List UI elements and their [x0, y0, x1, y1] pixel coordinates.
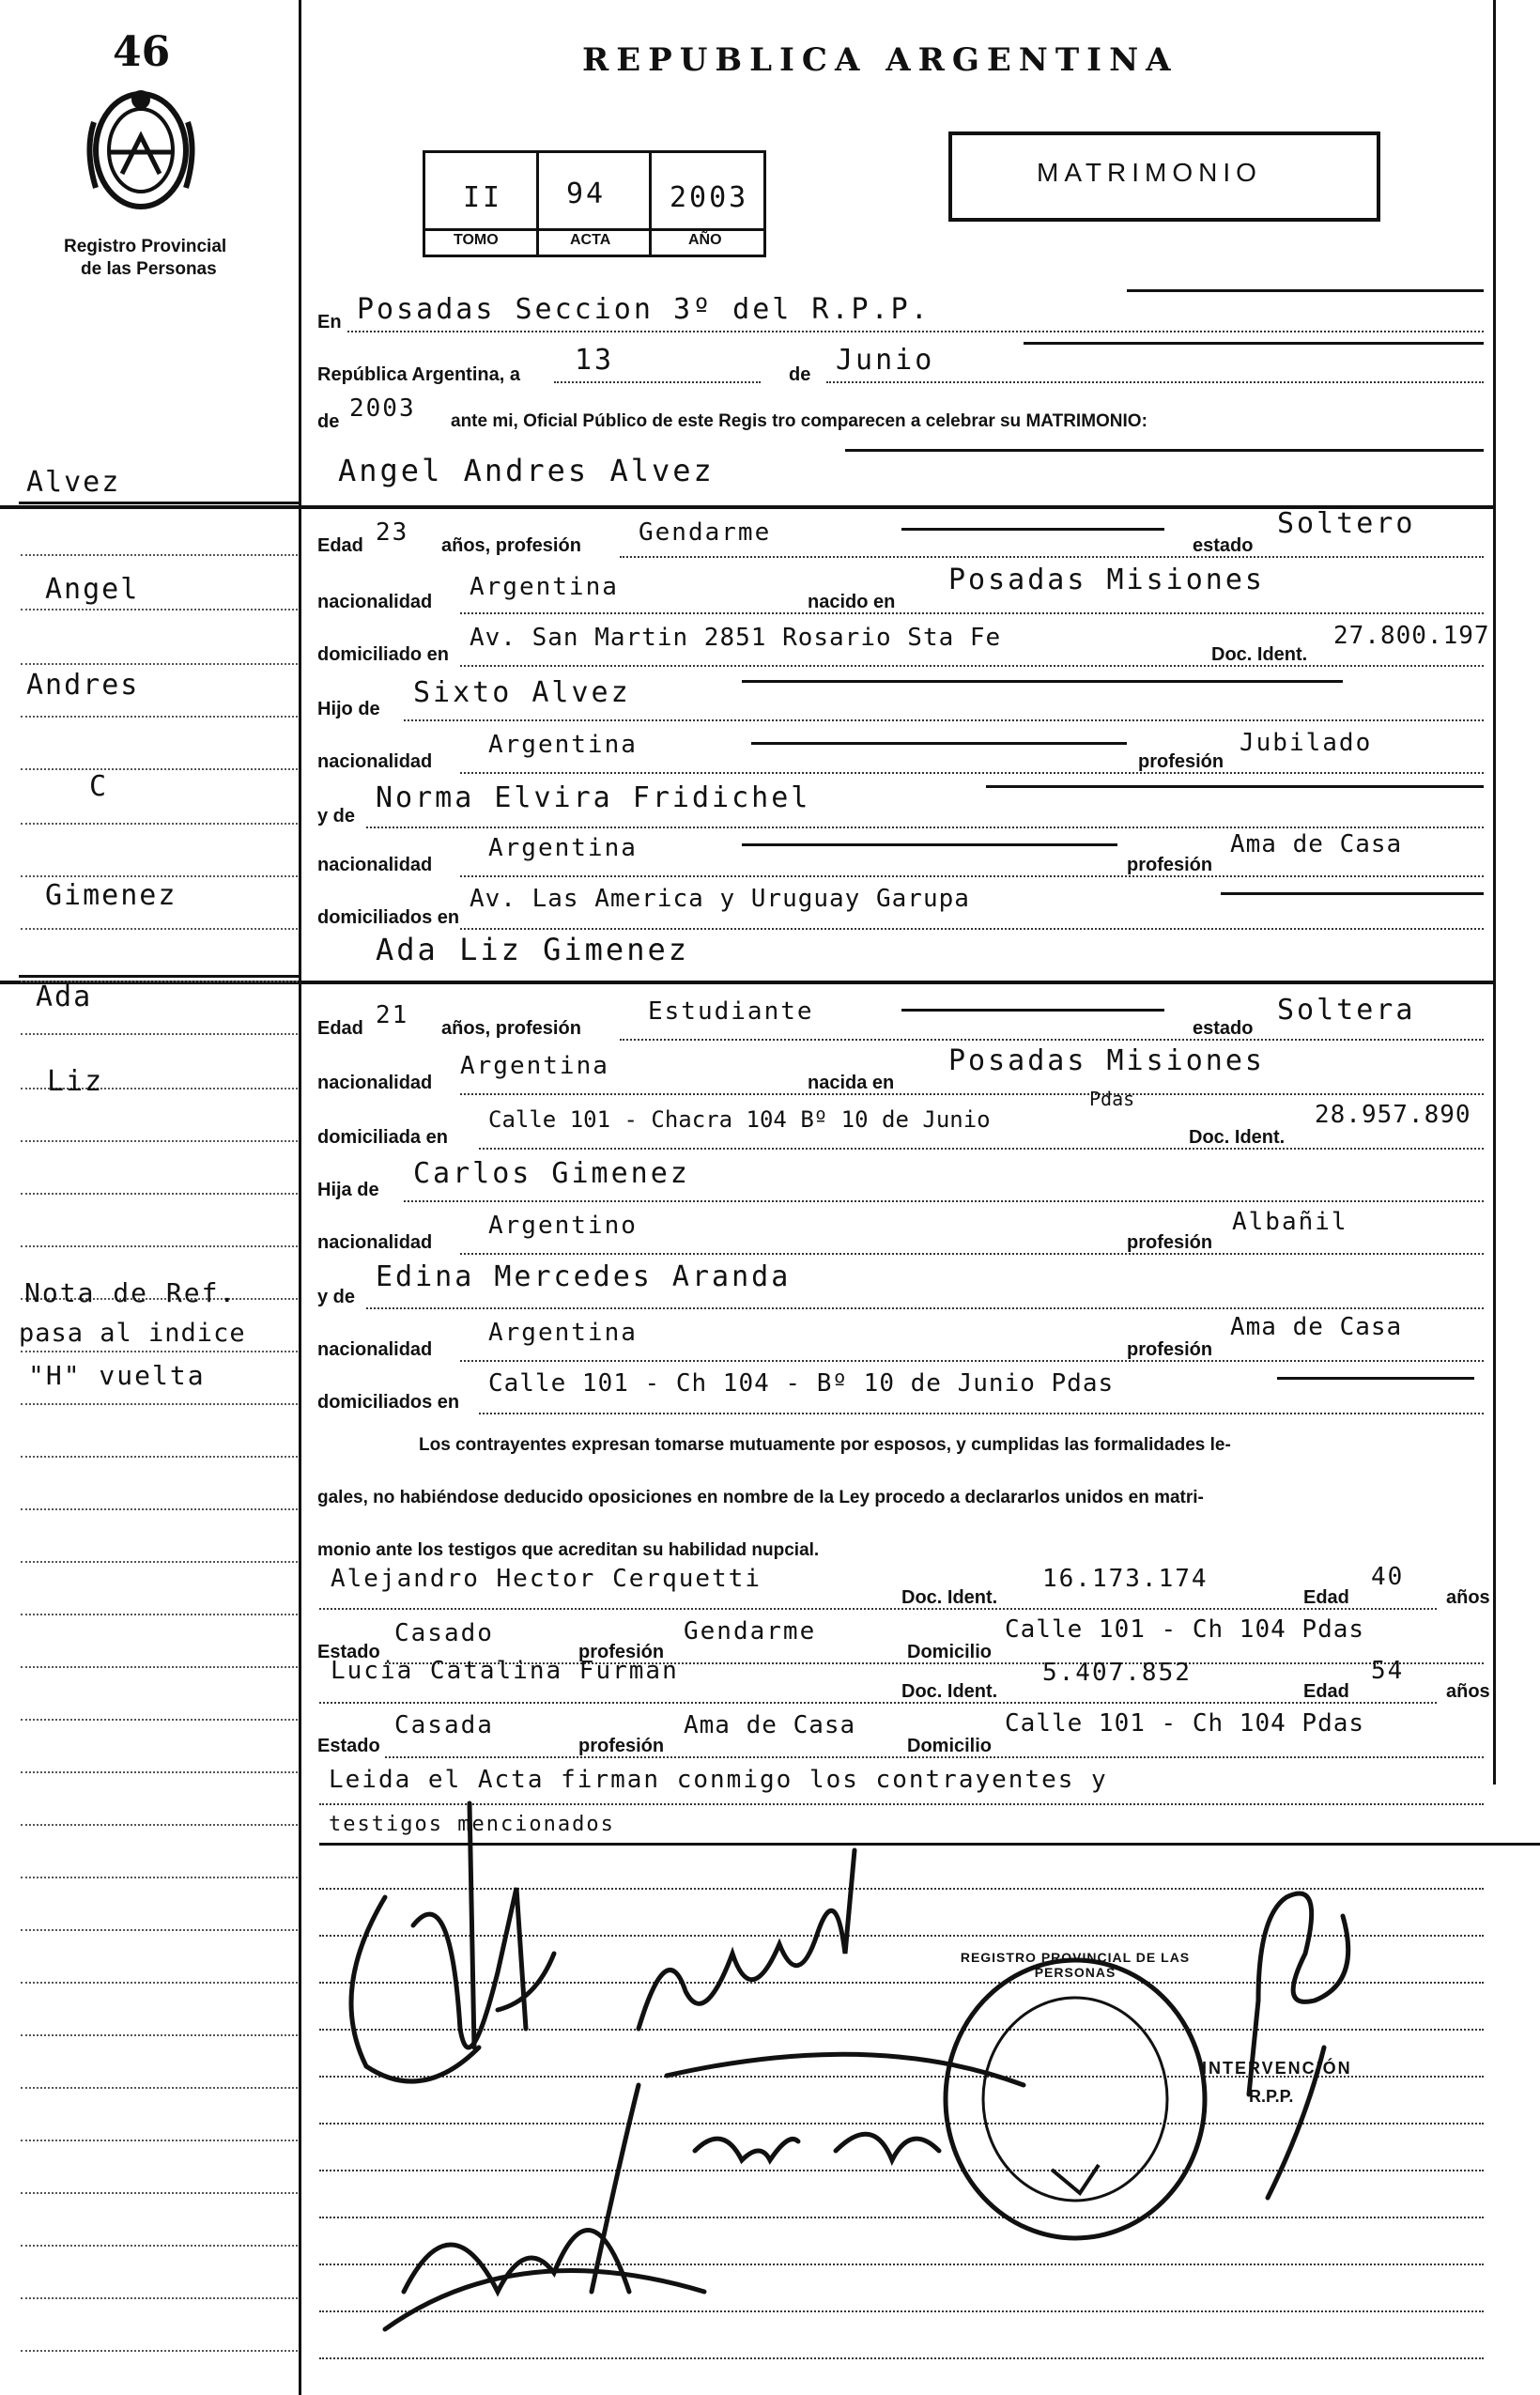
declaration-line2: gales, no habiéndose deducido oposiciones en nombre de la Ley procedo a declararlos unidos en matri- [317, 1488, 1204, 1507]
margin-line [21, 554, 298, 556]
margin-line [21, 1245, 298, 1247]
republica-label: República Argentina, a [317, 364, 520, 385]
witness1-address: Calle 101 - Ch 104 Pdas [1005, 1615, 1365, 1644]
coat-of-arms-icon [85, 85, 197, 221]
record-type-box [948, 131, 1380, 222]
en-label: En [317, 312, 342, 332]
witness1-estado-label: Estado [317, 1642, 380, 1662]
margin-note1: Nota de Ref. [24, 1277, 238, 1308]
day-value: 13 [575, 344, 615, 377]
witness2-doc-label: Doc. Ident. [901, 1681, 998, 1702]
margin-first4: Liz [47, 1065, 104, 1098]
bride-father: Carlos Gimenez [413, 1157, 690, 1190]
margin-line [21, 609, 298, 610]
line [460, 612, 1484, 614]
groom-mother: Norma Elvira Fridichel [376, 781, 811, 814]
groom-father-nationality: Argentina [488, 731, 638, 759]
bride-name: Ada Liz Gimenez [376, 932, 689, 967]
groom-parents-address: Av. Las America y Uruguay Garupa [470, 885, 970, 913]
bride-birthplace: Posadas Misiones [948, 1044, 1265, 1077]
line [826, 381, 1484, 383]
country-title: REPUBLICA ARGENTINA [582, 41, 1178, 79]
groom-mother-profesion-label: profesión [1127, 855, 1213, 875]
groom-profession: Gendarme [639, 518, 772, 547]
groom-anos-profesion: años, profesión [441, 535, 581, 556]
groom-father-profession: Jubilado [1240, 729, 1373, 757]
groom-hijo-label: Hijo de [317, 699, 380, 719]
bride-address: Calle 101 - Chacra 104 Bº 10 de Junio [488, 1106, 991, 1133]
line [479, 1413, 1484, 1414]
margin-line [21, 928, 298, 930]
line [554, 381, 761, 383]
acta-label: ACTA [570, 232, 611, 248]
margin-line [21, 1403, 298, 1405]
groom-doc-label: Doc. Ident. [1211, 644, 1308, 665]
bride-yde-label: y de [317, 1287, 356, 1307]
line [479, 1148, 1484, 1150]
groom-nacionalidad-label: nacionalidad [317, 592, 433, 612]
line [366, 827, 1484, 828]
line [319, 1702, 1437, 1704]
witness2-marital: Casada [394, 1711, 494, 1739]
groom-nacido-label: nacido en [808, 592, 896, 612]
margin-divider [299, 0, 301, 2395]
bride-nacionalidad-label: nacionalidad [317, 1073, 433, 1093]
witness1-anos-label: años [1446, 1587, 1490, 1608]
line [366, 1307, 1484, 1309]
bride-hija-label: Hija de [317, 1180, 379, 1200]
margin-note3: "H" vuelta [28, 1360, 206, 1391]
witness1-edad-label: Edad [1303, 1587, 1349, 1608]
bride-anos-profesion: años, profesión [441, 1018, 581, 1039]
section-divider [0, 505, 1493, 509]
margin-line [21, 1351, 298, 1352]
line [460, 665, 1484, 667]
filler-line [1277, 1377, 1474, 1380]
line [385, 1756, 1484, 1758]
margin-line [21, 768, 298, 770]
page-number: 46 [113, 28, 171, 76]
line [319, 1608, 1437, 1610]
margin-line [21, 1033, 298, 1035]
filler-line [986, 785, 1484, 788]
filler-line [1024, 342, 1484, 345]
filler-line [1221, 892, 1484, 895]
line [347, 331, 1484, 332]
line [460, 1253, 1484, 1255]
witness2-anos-label: años [1446, 1681, 1490, 1702]
registry-name-line1: Registro Provincial [64, 237, 227, 256]
margin-line [21, 1140, 298, 1142]
witness1-domicilio-label: Domicilio [907, 1642, 993, 1662]
line [460, 1093, 1484, 1095]
groom-age: 23 [376, 518, 409, 547]
line [460, 928, 1484, 930]
margin-first3: Ada [36, 981, 93, 1013]
bride-mother-profession: Ama de Casa [1230, 1313, 1403, 1341]
bride-father-nationality: Argentino [488, 1212, 638, 1240]
witness2-profesion-label: profesión [578, 1736, 665, 1756]
margin-first1: Angel [45, 573, 140, 606]
witness2-name: Lucia Catalina Furman [331, 1657, 679, 1685]
bride-profession: Estudiante [648, 997, 814, 1026]
right-border [1493, 0, 1496, 1785]
margin-section-rule [19, 502, 299, 504]
filler-line [1127, 289, 1484, 292]
groom-father: Sixto Alvez [413, 676, 631, 709]
place-value: Posadas Seccion 3º del R.P.P. [357, 293, 931, 326]
year-value: 2003 [349, 394, 416, 423]
witness2-doc: 5.407.852 [1042, 1659, 1192, 1687]
filler-line [742, 843, 1117, 846]
margin-line [21, 663, 298, 665]
bride-domiciliados-label: domiciliados en [317, 1392, 460, 1413]
closing-line1: Leida el Acta firman conmigo los contrayentes y [329, 1766, 1108, 1794]
witness1-doc-label: Doc. Ident. [901, 1587, 998, 1608]
bride-nacida-label: nacida en [808, 1073, 895, 1093]
bride-nationality: Argentina [460, 1052, 609, 1080]
groom-nationality: Argentina [470, 573, 619, 601]
line [404, 719, 1484, 721]
margin-section-rule [19, 975, 299, 978]
tomo-value: II [463, 181, 503, 214]
bride-doc-label: Doc. Ident. [1189, 1127, 1286, 1148]
groom-edad-label: Edad [317, 535, 363, 556]
groom-name: Angel Andres Alvez [338, 453, 715, 488]
groom-birthplace: Posadas Misiones [948, 564, 1265, 596]
margin-letter: C [89, 770, 109, 803]
margin-line [21, 823, 298, 825]
groom-mother-nacionalidad-label: nacionalidad [317, 855, 433, 875]
margin-surname2: Gimenez [45, 879, 177, 912]
groom-doc: 27.800.197 [1333, 622, 1490, 650]
margin-note2: pasa al indice [19, 1319, 246, 1348]
line [620, 556, 1484, 558]
margin-line [21, 875, 298, 877]
bride-domiciliada-label: domiciliada en [317, 1127, 448, 1148]
registry-stamp [939, 1950, 1211, 2245]
stamp-ring-text: REGISTRO PROVINCIAL DE LAS PERSONAS [960, 1950, 1191, 1980]
witness1-profession: Gendarme [684, 1617, 817, 1646]
line [460, 875, 1484, 877]
de-year-label: de [317, 411, 340, 432]
groom-father-profesion-label: profesión [1138, 751, 1224, 772]
line [620, 1039, 1484, 1041]
filler-line [845, 449, 1484, 452]
margin-surname: Alvez [26, 466, 121, 499]
filler-line [751, 742, 1127, 745]
bride-father-profesion-label: profesión [1127, 1232, 1213, 1253]
month-value: Junio [836, 344, 935, 377]
intro-text: ante mi, Oficial Público de este Regis tro comparecen a celebrar su MATRIMONIO: [451, 411, 1147, 431]
bride-estado-label: estado [1193, 1018, 1254, 1039]
line [460, 1360, 1484, 1362]
acta-value: 94 [566, 178, 607, 210]
bride-address-note: Pdas [1089, 1088, 1135, 1110]
groom-address: Av. San Martin 2851 Rosario Sta Fe [470, 624, 1002, 652]
witness2-profession: Ama de Casa [684, 1711, 856, 1739]
filler-line [742, 680, 1343, 683]
registry-name-line2: de las Personas [81, 259, 217, 279]
declaration-line1: Los contrayentes expresan tomarse mutuamente por esposos, y cumplidas las formalidades le- [419, 1435, 1231, 1455]
ano-label: AÑO [688, 232, 722, 248]
bride-mother-nacionalidad-label: nacionalidad [317, 1339, 433, 1360]
stamp-intervention: INTERVENCIÓN [1202, 2059, 1352, 2078]
line [460, 772, 1484, 774]
book-reference-box [423, 150, 766, 257]
witness1-marital: Casado [394, 1619, 494, 1647]
bride-mother: Edina Mercedes Aranda [376, 1260, 792, 1293]
witness2-edad-label: Edad [1303, 1681, 1349, 1702]
bride-father-nacionalidad-label: nacionalidad [317, 1232, 433, 1253]
bride-marital: Soltera [1277, 994, 1416, 1027]
filler-line [901, 1009, 1164, 1012]
margin-line [21, 716, 298, 718]
groom-domiciliado-label: domiciliado en [317, 644, 450, 665]
bride-mother-profesion-label: profesión [1127, 1339, 1213, 1360]
groom-estado-label: estado [1193, 535, 1254, 556]
witness2-address: Calle 101 - Ch 104 Pdas [1005, 1709, 1365, 1738]
ano-value: 2003 [670, 181, 749, 214]
record-type: MATRIMONIO [1037, 158, 1262, 187]
groom-yde-label: y de [317, 806, 356, 827]
line [404, 1200, 1484, 1202]
bride-age: 21 [376, 1001, 409, 1029]
witness1-profesion-label: profesión [578, 1642, 665, 1662]
groom-marital: Soltero [1277, 507, 1416, 540]
filler-line [901, 528, 1164, 531]
bride-father-profession: Albañil [1232, 1208, 1348, 1236]
witness2-domicilio-label: Domicilio [907, 1736, 993, 1756]
bride-mother-nationality: Argentina [488, 1319, 638, 1347]
witness1-doc: 16.173.174 [1042, 1565, 1209, 1593]
margin-first2: Andres [26, 669, 140, 702]
bride-doc: 28.957.890 [1315, 1101, 1471, 1129]
margin-line [21, 1193, 298, 1195]
witness1-name: Alejandro Hector Cerquetti [331, 1565, 762, 1593]
groom-mother-profession: Ama de Casa [1230, 830, 1403, 858]
declaration-line3: monio ante los testigos que acreditan su habilidad nupcial. [317, 1540, 820, 1560]
bride-edad-label: Edad [317, 1018, 363, 1039]
groom-mother-nationality: Argentina [488, 834, 638, 862]
stamp-rpp: R.P.P. [1249, 2087, 1294, 2106]
closing-line2: testigos mencionados [329, 1813, 615, 1836]
groom-domiciliados-label: domiciliados en [317, 907, 460, 928]
witness2-estado-label: Estado [317, 1736, 380, 1756]
groom-father-nacionalidad-label: nacionalidad [317, 751, 433, 772]
tomo-label: TOMO [454, 232, 499, 248]
witness2-age: 54 [1371, 1657, 1405, 1685]
witness1-age: 40 [1371, 1563, 1405, 1591]
bride-parents-address: Calle 101 - Ch 104 - Bº 10 de Junio Pdas [488, 1369, 1115, 1398]
de-label: de [789, 364, 811, 385]
